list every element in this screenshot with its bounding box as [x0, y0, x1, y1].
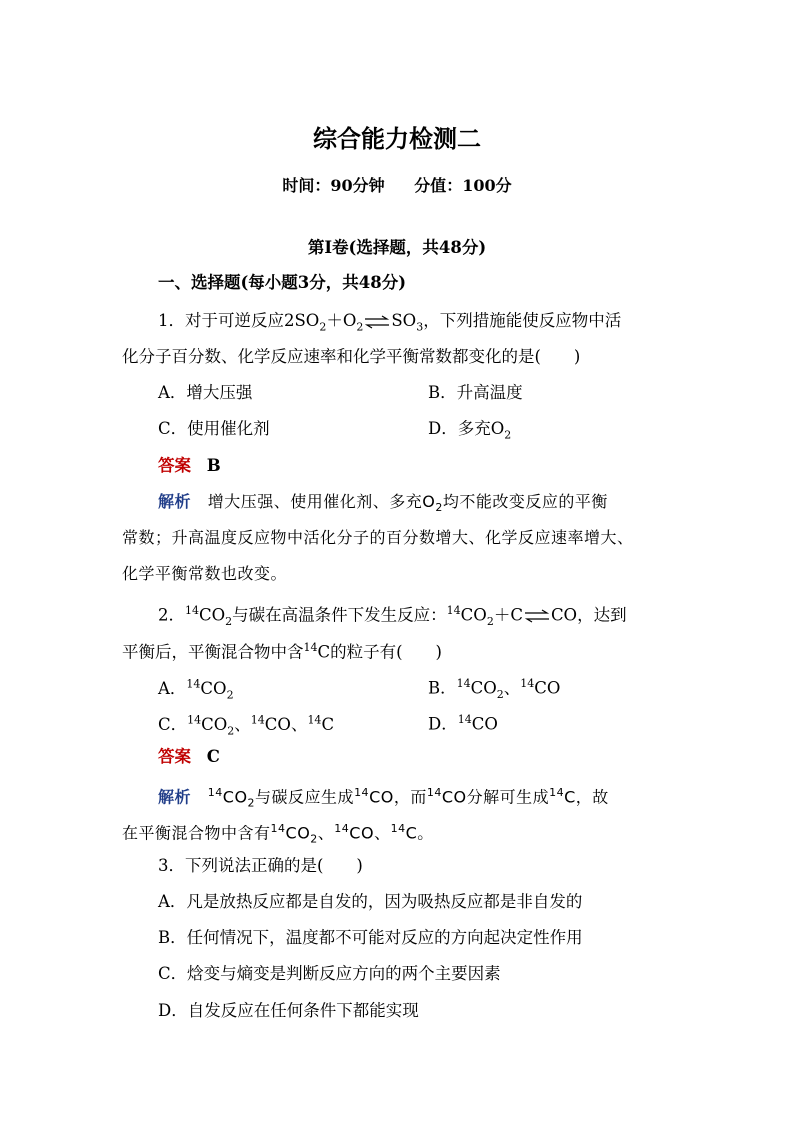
exam-meta: [0, 173, 794, 196]
q2-options-cd: [158, 708, 718, 743]
page-title: 综合能力检测二: [313, 124, 481, 153]
q3-stem: 3．下列说法正确的是( ): [158, 856, 363, 875]
part-heading: 一、选择题(每小题3分，共48分): [158, 273, 407, 292]
answer-value: B: [206, 456, 221, 475]
q2-options-ab: [158, 672, 718, 707]
answer-label: 答案: [158, 456, 191, 475]
q1-option-d: D．多充$O_2$: [428, 419, 512, 442]
q2-stem-line2: 平衡后，平衡混合物中含$^{14}$C的粒子有( ): [122, 641, 442, 662]
equilibrium-arrow-icon: [363, 315, 391, 329]
q1-answer: [158, 454, 718, 478]
q2-option-c: C．$^{14}CO_2$、$^{14}$CO、$^{14}$C: [158, 713, 335, 737]
q1-option-b: B．升高温度: [428, 383, 523, 402]
section-heading: 第Ⅰ卷(选择题，共48分): [307, 238, 487, 257]
q2-stem-line1: 2．$^{14}CO_2$与碳在高温条件下发生反应：$^{14}CO_2+C$ CO，达到: [158, 604, 627, 628]
analysis-label: 解析: [158, 492, 192, 511]
q2-answer: [158, 745, 718, 769]
answer-label: 答案: [158, 747, 191, 766]
q1-option-a: A．增大压强: [158, 383, 253, 402]
analysis-label: 解析: [158, 787, 192, 807]
time-limit: 时间：90分钟: [282, 176, 385, 195]
q1-analysis-line1: 解析 增大压强、使用催化剂、多充$O_2$均不能改变反应的平衡: [158, 492, 608, 515]
answer-value: C: [206, 747, 220, 766]
q3-option-d: D．自发反应在任何条件下都能实现: [158, 1001, 419, 1020]
q1-analysis-line3: 化学平衡常数也改变。: [122, 564, 288, 583]
q3-option-b: B．任何情况下，温度都不可能对反应的方向起决定性作用: [158, 928, 583, 947]
q2-analysis-line2: 在平衡混合物中含有$^{14}CO_2$、$^{14}$CO、$^{14}$C。: [122, 822, 434, 846]
equilibrium-arrow-icon: [523, 609, 551, 623]
q2-analysis-line1: 解析 $^{14}CO_2$与碳反应生成$^{14}$CO，而$^{14}$CO分解可生成$^{14}$C，故: [158, 786, 609, 810]
q3-option-a: A．凡是放热反应都是自发的，因为吸热反应都是非自发的: [158, 892, 583, 911]
q1-options-ab: [158, 381, 718, 405]
total-score: 分值：100分: [414, 176, 512, 195]
q1-options-cd: [158, 417, 718, 441]
q1-option-c: C．使用催化剂: [158, 419, 270, 438]
q1-stem-line1: 1．对于可逆反应$2SO_2+O_2$ $SO_3$，下列措施能使反应物中活: [158, 311, 622, 334]
q1-analysis-line2: 常数；升高温度反应物中活化分子的百分数增大、化学反应速率增大、: [122, 528, 634, 547]
q2-option-a: A．$^{14}CO_2$: [158, 677, 234, 701]
q1-stem-line2: 化分子百分数、化学反应速率和化学平衡常数都变化的是( ): [122, 347, 581, 366]
q2-option-b: B．$^{14}CO_2$、$^{14}$CO: [428, 677, 561, 701]
q2-option-d: D．$^{14}$CO: [428, 713, 498, 734]
q3-option-c: C．焓变与熵变是判断反应方向的两个主要因素: [158, 964, 501, 983]
